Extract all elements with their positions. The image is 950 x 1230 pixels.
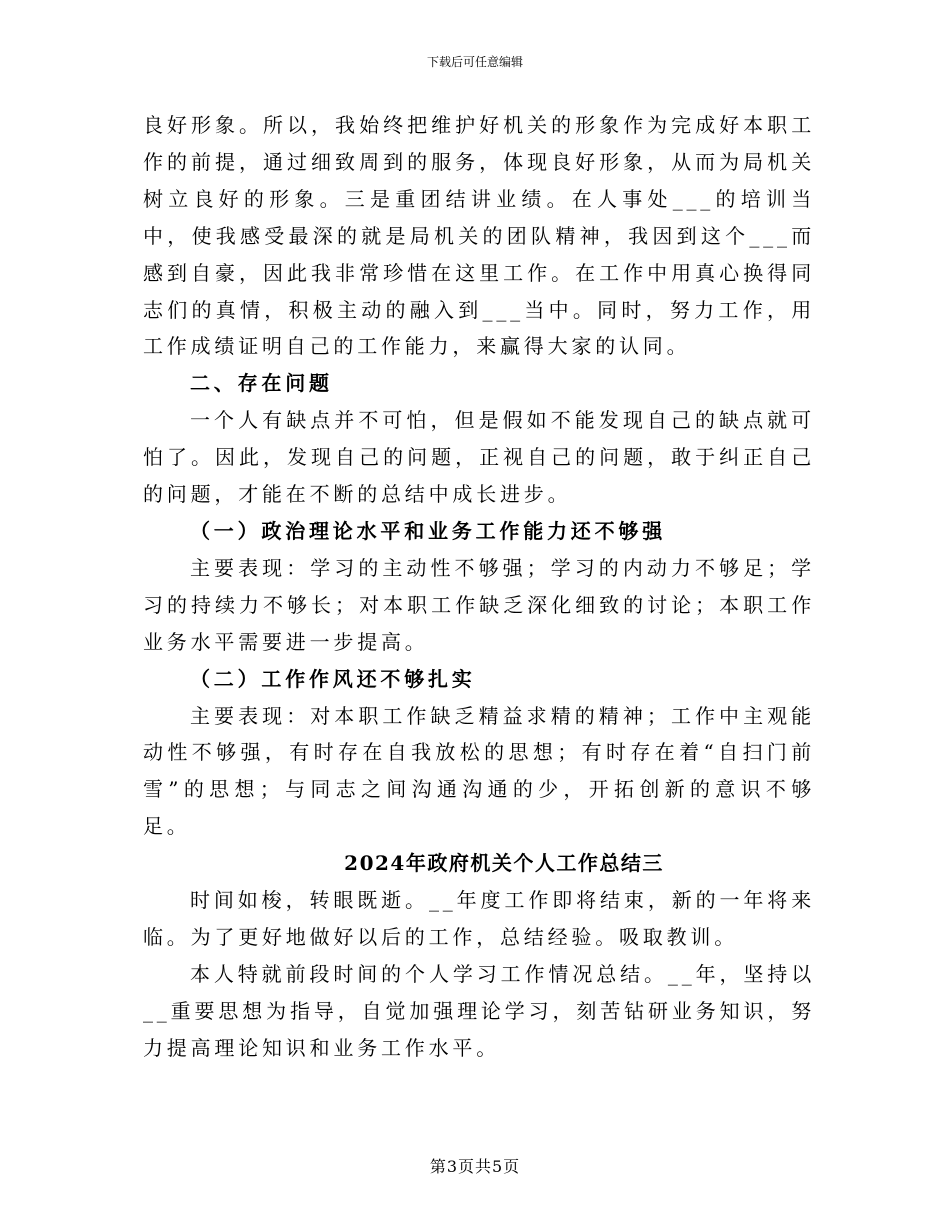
paragraph-intro: 时间如梭，转眼既逝。__年度工作即将结束，新的一年将来临。为了更好地做好以后的工作，总结经验。吸取教训。: [143, 888, 815, 949]
paragraph-problems-intro: 一个人有缺点并不可怕，但是假如不能发现自己的缺点就可怕了。因此，发现自己的问题，正视自己的问题，敢于纠正自己的问题，才能在不断的总结中成长进步。: [143, 408, 815, 507]
page-header: 下载后可任意编辑: [426, 55, 523, 69]
section-heading-problems: 二、存在问题: [190, 371, 333, 396]
page-number: 第3页共5页: [429, 1157, 521, 1176]
paragraph-continuation: 良好形象。所以，我始终把维护好机关的形象作为完成好本职工作的前提，通过细致周到的服务，体现良好形象，从而为局机关树立良好的形象。三是重团结讲业绩。在人事处___的培训当中，使我感受最深的就是局机关的团队精神，我因到这个___而感到自豪，因此我非常珍惜在这里工作。在工作中用真心换得同志们的真情，积极主动的融入到___当中。同时，努力工作，用工作成绩证明自己的工作能力，来赢得大家的认同。: [143, 113, 815, 359]
subheading-workstyle: （二）工作作风还不够扎实: [190, 666, 476, 691]
paragraph-workstyle: 主要表现：对本职工作缺乏精益求精的精神；工作中主观能动性不够强，有时存在自我放松的思想；有时存在着“自扫门前雪”的思想；与同志之间沟通沟通的少，开拓创新的意识不够足。: [143, 703, 815, 839]
subheading-theory: （一）政治理论水平和业务工作能力还不够强: [190, 518, 666, 543]
document-body: [143, 107, 815, 1067]
paragraph-theory: 主要表现：学习的主动性不够强；学习的内动力不够足；学习的持续力不够长；对本职工作缺乏深化细致的讨论；本职工作业务水平需要进一步提高。: [143, 555, 815, 654]
paragraph-study: 本人特就前段时间的个人学习工作情况总结。__年，坚持以__重要思想为指导，自觉加强理论学习，刻苦钻研业务知识，努力提高理论知识和业务工作水平。: [143, 961, 815, 1060]
document-title: 2024年政府机关个人工作总结三: [344, 851, 664, 876]
